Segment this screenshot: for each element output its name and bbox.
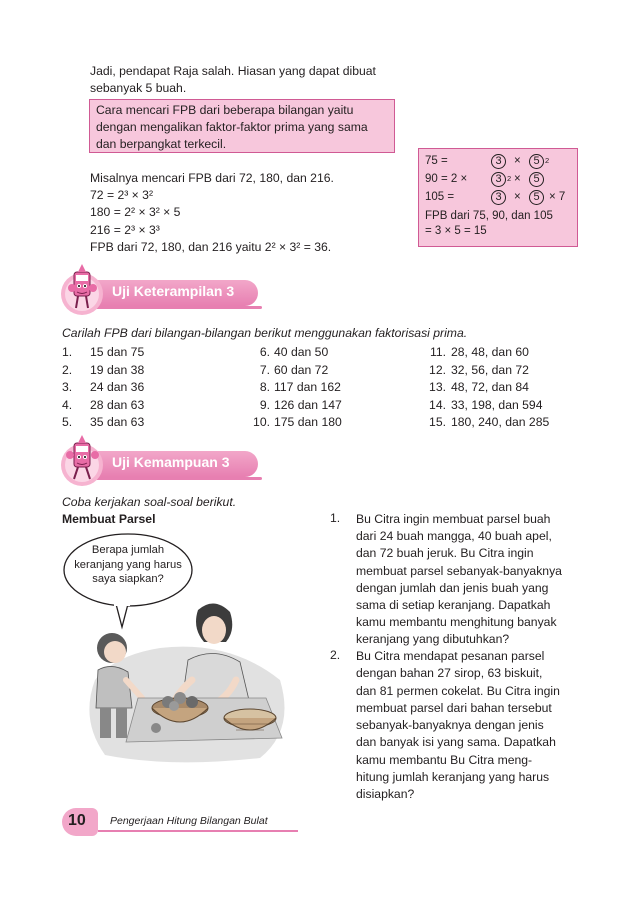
rule-line-2: dengan mengalikan faktor-faktor prima yang sama bbox=[96, 120, 368, 134]
side-example-box bbox=[418, 148, 578, 247]
circled-5: 5 bbox=[529, 190, 544, 205]
list-item: 13. 48, 72, dan 84 bbox=[429, 380, 529, 395]
mascot-icon bbox=[60, 433, 106, 491]
example-line-5: FPB dari 72, 180, dan 216 yaitu 2² × 3² = 36. bbox=[90, 239, 332, 254]
question-number: 2. bbox=[330, 648, 341, 662]
exercise-list-col-1 bbox=[62, 344, 144, 432]
list-item: 2. 19 dan 38 bbox=[62, 362, 145, 377]
side-note-2: = 3 × 5 = 15 bbox=[425, 225, 487, 237]
list-item: 1. 15 dan 75 bbox=[62, 345, 145, 359]
list-item: 14. 33, 198, dan 594 bbox=[429, 397, 543, 412]
instruction-2: Coba kerjakan soal-soal berikut. bbox=[62, 495, 237, 509]
list-item: 15. 180, 240, dan 285 bbox=[429, 415, 550, 430]
exercise-list-col-2 bbox=[243, 344, 342, 432]
side-note-1: FPB dari 75, 90, dan 105 bbox=[425, 210, 553, 222]
question-1: Bu Citra ingin membuat parsel buah dari 24 buah mangga, 40 buah apel, dan 72 buah jeruk. Bu Citra ingin membuat parsel sebanyak-banyaknya dengan jumlah dan jenis buah yang sama di setiap keranjang. Dapatkah kamu membantu menghitung banyak keranjang yang dibutuhkan? bbox=[356, 512, 562, 647]
section-title: Uji Keterampilan 3 bbox=[112, 283, 235, 299]
footer-title: Pengerjaan Hitung Bilangan Bulat bbox=[110, 815, 268, 827]
rule-line-3: dan berpangkat terkecil. bbox=[96, 137, 227, 151]
example-line-3: 180 = 2² × 3² × 5 bbox=[90, 205, 181, 220]
circled-5: 5 bbox=[529, 154, 544, 169]
section-banner-kemampuan bbox=[60, 433, 260, 491]
circled-5: 5 bbox=[529, 172, 544, 187]
question-2: Bu Citra mendapat pesanan parsel dengan bahan 27 sirop, 63 biskuit, dan 81 permen cokelat. Bu Citra ingin membuat parsel dari bahan tersebut sebanyak-banyaknya dengan jenis dan banyak isi yang sama. Dapatkah kamu membantu Bu Citra meng- hitung jumlah keranjang yang harus disiapkan? bbox=[356, 649, 560, 802]
page-number: 10 bbox=[68, 812, 86, 829]
mascot-icon bbox=[60, 262, 106, 320]
circled-3: 3 bbox=[491, 172, 506, 187]
circled-3: 3 bbox=[491, 190, 506, 205]
section-banner-keterampilan bbox=[60, 262, 260, 320]
example-line-4: 216 = 2³ × 3³ bbox=[90, 222, 160, 237]
example-line-2: 72 = 2³ × 3² bbox=[90, 188, 154, 203]
subsection-title: Membuat Parsel bbox=[62, 512, 156, 526]
intro-line-1: Jadi, pendapat Raja salah. Hiasan yang dapat dibuat bbox=[90, 64, 376, 78]
footer bbox=[62, 808, 302, 838]
intro-paragraph bbox=[90, 63, 410, 97]
speech-bubble-text: Berapa jumlah keranjang yang harus saya siapkan? bbox=[74, 544, 182, 585]
list-item: 4. 28 dan 63 bbox=[62, 397, 145, 412]
list-item: 9. 126 dan 147 bbox=[259, 397, 342, 412]
section-title: Uji Kemampuan 3 bbox=[112, 454, 230, 470]
example-block bbox=[90, 170, 410, 256]
list-item: 11. 28, 48, dan 60 bbox=[429, 345, 529, 359]
example-line-1: Misalnya mencari FPB dari 72, 180, dan 216. bbox=[90, 171, 334, 185]
instruction-1: Carilah FPB dari bilangan-bilangan berikut menggunakan faktorisasi prima. bbox=[62, 326, 468, 340]
list-item: 10. 175 dan 180 bbox=[253, 415, 342, 430]
list-item: 6. 40 dan 50 bbox=[259, 345, 329, 359]
question-number: 1. bbox=[330, 511, 341, 525]
side-row-75: 75 = 3 × 5 2 bbox=[425, 155, 550, 167]
rule-box bbox=[89, 99, 395, 153]
circled-3: 3 bbox=[491, 154, 506, 169]
list-item: 3. 24 dan 36 bbox=[62, 380, 145, 395]
exercise-list-col-3 bbox=[412, 344, 549, 432]
list-item: 8. 117 dan 162 bbox=[259, 380, 341, 395]
list-item: 12. 32, 56, dan 72 bbox=[429, 362, 529, 377]
side-row-105: 105 = 3 × 5 × 7 bbox=[425, 191, 566, 203]
intro-line-2: sebanyak 5 buah. bbox=[90, 81, 187, 95]
list-item: 5. 35 dan 63 bbox=[62, 415, 145, 430]
side-row-90: 90 = 2 × 3 2 × 5 bbox=[425, 170, 577, 188]
rule-line-1: Cara mencari FPB dari beberapa bilangan yaitu bbox=[96, 103, 354, 117]
list-item: 7. 60 dan 72 bbox=[259, 362, 329, 377]
